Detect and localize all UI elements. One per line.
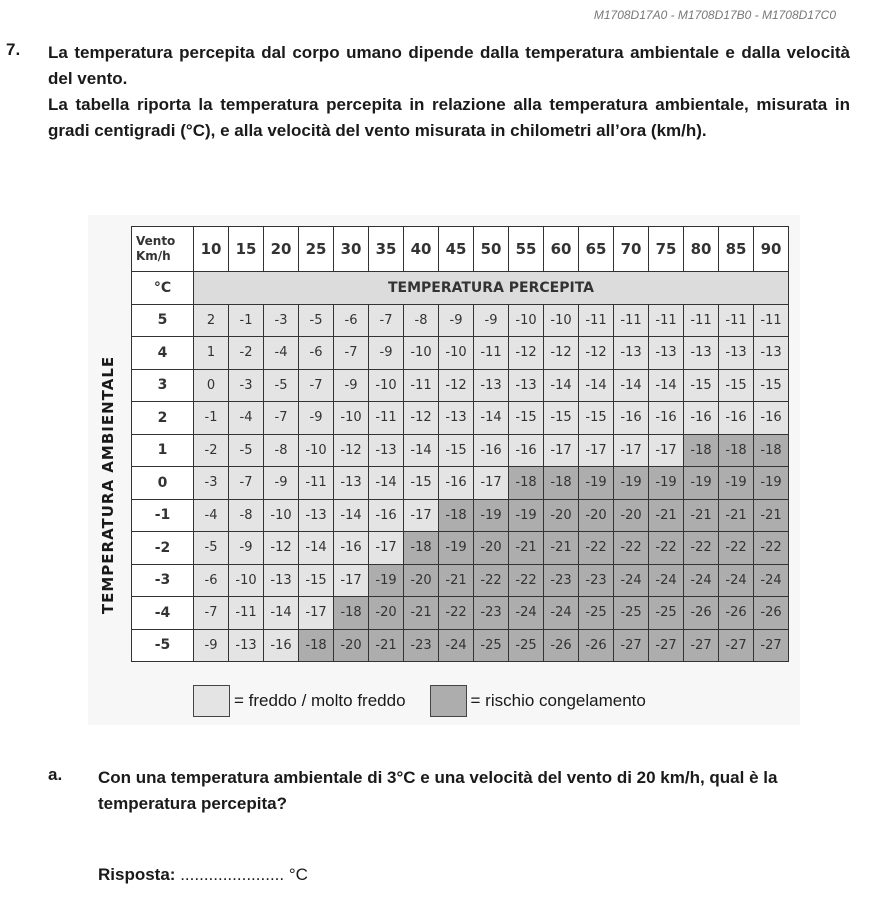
perceived-temperature-cell: -19 (649, 467, 684, 500)
perceived-temperature-cell: -13 (649, 337, 684, 370)
perceived-temperature-cell: -22 (474, 564, 509, 597)
wind-speed-header: 75 (649, 227, 684, 272)
perceived-temperature-cell: -24 (649, 564, 684, 597)
perceived-temperature-cell: -13 (299, 499, 334, 532)
wind-speed-header: 60 (544, 227, 579, 272)
perceived-temperature-cell: -17 (404, 499, 439, 532)
perceived-temperature-cell: -17 (474, 467, 509, 500)
perceived-temperature-cell: -22 (684, 532, 719, 565)
perceived-temperature-cell: -9 (194, 629, 229, 662)
table-row (132, 467, 789, 500)
perceived-temperature-cell: -15 (439, 434, 474, 467)
ambient-temperature: 4 (132, 337, 194, 370)
perceived-temperature-cell: -12 (579, 337, 614, 370)
perceived-temperature-cell: -20 (474, 532, 509, 565)
perceived-temperature-cell: -8 (264, 434, 299, 467)
perceived-temperature-cell: -27 (614, 629, 649, 662)
corner-header: Vento Km/h (132, 227, 194, 272)
perceived-temperature-cell: -17 (614, 434, 649, 467)
perceived-temperature-cell: -15 (299, 564, 334, 597)
perceived-temperature-cell: -17 (334, 564, 369, 597)
wind-speed-header: 30 (334, 227, 369, 272)
perceived-temperature-cell: -4 (264, 337, 299, 370)
perceived-temperature-cell: -2 (229, 337, 264, 370)
legend-swatch-cold (193, 685, 230, 717)
perceived-temperature-cell: -19 (369, 564, 404, 597)
perceived-temperature-cell: -17 (544, 434, 579, 467)
perceived-temperature-cell: -3 (194, 467, 229, 500)
perceived-temperature-cell: -21 (684, 499, 719, 532)
perceived-temperature-cell: -10 (334, 402, 369, 435)
perceived-temperature-cell: -18 (299, 629, 334, 662)
perceived-temperature-cell: -25 (649, 597, 684, 630)
perceived-temperature-cell: 2 (194, 304, 229, 337)
perceived-temperature-cell: -10 (404, 337, 439, 370)
perceived-temperature-cell: -21 (404, 597, 439, 630)
table-row (132, 564, 789, 597)
perceived-temperature-cell: -6 (194, 564, 229, 597)
table-row (132, 499, 789, 532)
perceived-temperature-cell: -26 (719, 597, 754, 630)
ambient-temperature: 5 (132, 304, 194, 337)
question-intro: La temperatura percepita dal corpo umano dipende dalla temperatura ambientale e dalla velocità del vento. (48, 43, 850, 88)
perceived-temperature-cell: -10 (439, 337, 474, 370)
perceived-temperature-cell: -22 (614, 532, 649, 565)
question-text (48, 40, 850, 144)
perceived-temperature-cell: -11 (369, 402, 404, 435)
perceived-temperature-cell: -24 (544, 597, 579, 630)
perceived-temperature-cell: -13 (439, 402, 474, 435)
perceived-temperature-cell: -15 (684, 369, 719, 402)
perceived-temperature-cell: -7 (194, 597, 229, 630)
perceived-temperature-cell: -12 (264, 532, 299, 565)
perceived-temperature-cell: -11 (299, 467, 334, 500)
perceived-temperature-cell: -25 (579, 597, 614, 630)
perceived-temperature-cell: -21 (754, 499, 789, 532)
answer-label: Risposta: (98, 865, 176, 884)
perceived-temperature-cell: -27 (684, 629, 719, 662)
perceived-temperature-cell: -12 (544, 337, 579, 370)
wind-speed-header: 25 (299, 227, 334, 272)
perceived-temperature-cell: -20 (614, 499, 649, 532)
perceived-temperature-cell: -7 (299, 369, 334, 402)
perceived-temperature-cell: -16 (754, 402, 789, 435)
perceived-temperature-cell: -26 (684, 597, 719, 630)
perceived-temperature-cell: -20 (334, 629, 369, 662)
perceived-temperature-cell: -19 (474, 499, 509, 532)
perceived-temperature-cell: -21 (369, 629, 404, 662)
question-description: La tabella riporta la temperatura percepita in relazione alla temperatura ambientale, misurata in gradi centigradi (°C), e alla velocità del vento misurata in chilometri all’ora (km/h). (48, 95, 850, 140)
perceived-temperature-cell: -14 (264, 597, 299, 630)
perceived-temperature-cell: -25 (474, 629, 509, 662)
perceived-temperature-cell: -22 (509, 564, 544, 597)
ambient-temperature: 0 (132, 467, 194, 500)
unit-header: °C (132, 272, 194, 305)
perceived-temperature-cell: -18 (509, 467, 544, 500)
perceived-temperature-cell: -11 (579, 304, 614, 337)
perceived-temperature-cell: -18 (719, 434, 754, 467)
perceived-temperature-cell: -19 (614, 467, 649, 500)
perceived-temperature-cell: -16 (474, 434, 509, 467)
ambient-temperature: 2 (132, 402, 194, 435)
perceived-temperature-cell: -14 (299, 532, 334, 565)
perceived-temperature-header: TEMPERATURA PERCEPITA (194, 272, 789, 305)
perceived-temperature-cell: -23 (474, 597, 509, 630)
wind-speed-header: 35 (369, 227, 404, 272)
perceived-temperature-cell: -21 (439, 564, 474, 597)
perceived-temperature-cell: -14 (369, 467, 404, 500)
perceived-temperature-cell: -18 (544, 467, 579, 500)
perceived-temperature-cell: -16 (649, 402, 684, 435)
perceived-temperature-cell: -27 (649, 629, 684, 662)
perceived-temperature-cell: -21 (544, 532, 579, 565)
perceived-temperature-cell: -16 (719, 402, 754, 435)
legend (193, 685, 646, 717)
perceived-temperature-cell: -5 (299, 304, 334, 337)
ambient-temperature: -1 (132, 499, 194, 532)
perceived-temperature-cell: -4 (194, 499, 229, 532)
perceived-temperature-cell: -23 (544, 564, 579, 597)
perceived-temperature-cell: -15 (579, 402, 614, 435)
perceived-temperature-cell: -13 (229, 629, 264, 662)
perceived-temperature-cell: -24 (439, 629, 474, 662)
ambient-temperature: 3 (132, 369, 194, 402)
table-row (132, 337, 789, 370)
perceived-temperature-cell: -9 (299, 402, 334, 435)
perceived-temperature-cell: -7 (229, 467, 264, 500)
ambient-temperature: -5 (132, 629, 194, 662)
perceived-temperature-cell: -12 (404, 402, 439, 435)
perceived-temperature-cell: -20 (544, 499, 579, 532)
perceived-temperature-cell: -16 (369, 499, 404, 532)
perceived-temperature-cell: -9 (264, 467, 299, 500)
legend-label-cold: = freddo / molto freddo (234, 691, 406, 710)
side-axis-label: TEMPERATURA AMBIENTALE (99, 355, 118, 615)
wind-speed-header: 90 (754, 227, 789, 272)
perceived-temperature-cell: -25 (614, 597, 649, 630)
perceived-temperature-cell: -6 (334, 304, 369, 337)
perceived-temperature-cell: -14 (404, 434, 439, 467)
perceived-temperature-cell: -23 (579, 564, 614, 597)
perceived-temperature-cell: -22 (439, 597, 474, 630)
perceived-temperature-cell: -9 (369, 337, 404, 370)
perceived-temperature-cell: -23 (404, 629, 439, 662)
perceived-temperature-cell: -11 (474, 337, 509, 370)
perceived-temperature-cell: -17 (579, 434, 614, 467)
perceived-temperature-cell: 1 (194, 337, 229, 370)
perceived-temperature-cell: -13 (754, 337, 789, 370)
wind-speed-header: 70 (614, 227, 649, 272)
perceived-temperature-cell: -8 (229, 499, 264, 532)
perceived-temperature-cell: -12 (509, 337, 544, 370)
perceived-temperature-cell: -11 (719, 304, 754, 337)
perceived-temperature-cell: -14 (579, 369, 614, 402)
perceived-temperature-cell: -5 (229, 434, 264, 467)
perceived-temperature-cell: -16 (264, 629, 299, 662)
table-row (132, 629, 789, 662)
perceived-temperature-cell: -14 (544, 369, 579, 402)
perceived-temperature-cell: -9 (229, 532, 264, 565)
wind-speed-header: 10 (194, 227, 229, 272)
perceived-temperature-cell: -5 (194, 532, 229, 565)
perceived-temperature-cell: -10 (229, 564, 264, 597)
perceived-temperature-cell: -7 (369, 304, 404, 337)
question-number: 7. (6, 40, 21, 59)
perceived-temperature-cell: -18 (754, 434, 789, 467)
perceived-temperature-cell: -25 (509, 629, 544, 662)
perceived-temperature-cell: -13 (509, 369, 544, 402)
perceived-temperature-cell: -18 (439, 499, 474, 532)
legend-swatch-risk (430, 685, 467, 717)
perceived-temperature-cell: -9 (334, 369, 369, 402)
perceived-temperature-cell: -22 (754, 532, 789, 565)
perceived-temperature-cell: -20 (579, 499, 614, 532)
table-row (132, 402, 789, 435)
perceived-temperature-cell: -22 (579, 532, 614, 565)
perceived-temperature-cell: -24 (614, 564, 649, 597)
ambient-temperature: 1 (132, 434, 194, 467)
perceived-temperature-cell: -13 (684, 337, 719, 370)
legend-label-risk: = rischio congelamento (470, 691, 646, 710)
perceived-temperature-cell: -13 (369, 434, 404, 467)
perceived-temperature-cell: -10 (299, 434, 334, 467)
perceived-temperature-cell: -18 (684, 434, 719, 467)
perceived-temperature-cell: -11 (684, 304, 719, 337)
perceived-temperature-cell: -24 (684, 564, 719, 597)
perceived-temperature-cell: -17 (369, 532, 404, 565)
perceived-temperature-cell: -10 (544, 304, 579, 337)
perceived-temperature-cell: -16 (614, 402, 649, 435)
perceived-temperature-cell: -13 (264, 564, 299, 597)
perceived-temperature-cell: -18 (404, 532, 439, 565)
wind-chill-table (131, 226, 789, 662)
perceived-temperature-cell: -7 (334, 337, 369, 370)
subquestion-text: Con una temperatura ambientale di 3°C e una velocità del vento di 20 km/h, qual è la temperatura percepita? (98, 768, 778, 813)
perceived-temperature-cell: -17 (299, 597, 334, 630)
perceived-temperature-cell: -7 (264, 402, 299, 435)
perceived-temperature-cell: -19 (509, 499, 544, 532)
wind-speed-header: 65 (579, 227, 614, 272)
perceived-temperature-cell: -15 (754, 369, 789, 402)
perceived-temperature-cell: -24 (754, 564, 789, 597)
perceived-temperature-cell: -15 (509, 402, 544, 435)
perceived-temperature-cell: -2 (194, 434, 229, 467)
perceived-temperature-cell: -4 (229, 402, 264, 435)
perceived-temperature-cell: -18 (334, 597, 369, 630)
ambient-temperature: -4 (132, 597, 194, 630)
perceived-temperature-cell: -20 (404, 564, 439, 597)
perceived-temperature-cell: -5 (264, 369, 299, 402)
perceived-temperature-cell: -10 (264, 499, 299, 532)
perceived-temperature-cell: -16 (509, 434, 544, 467)
ambient-temperature: -3 (132, 564, 194, 597)
perceived-temperature-cell: -20 (369, 597, 404, 630)
perceived-temperature-cell: -3 (264, 304, 299, 337)
perceived-temperature-cell: -21 (719, 499, 754, 532)
perceived-temperature-cell: -14 (649, 369, 684, 402)
perceived-temperature-cell: -16 (684, 402, 719, 435)
perceived-temperature-cell: -21 (649, 499, 684, 532)
perceived-temperature-cell: -16 (439, 467, 474, 500)
perceived-temperature-cell: -19 (579, 467, 614, 500)
perceived-temperature-cell: -14 (474, 402, 509, 435)
subquestion-label: a. (48, 765, 63, 784)
perceived-temperature-cell: -15 (404, 467, 439, 500)
perceived-temperature-cell: -14 (334, 499, 369, 532)
table-row (132, 304, 789, 337)
perceived-temperature-cell: -14 (614, 369, 649, 402)
wind-speed-header: 15 (229, 227, 264, 272)
perceived-temperature-cell: -3 (229, 369, 264, 402)
wind-speed-header: 55 (509, 227, 544, 272)
perceived-temperature-cell: -24 (719, 564, 754, 597)
table-row (132, 532, 789, 565)
perceived-temperature-cell: -11 (649, 304, 684, 337)
perceived-temperature-cell: -13 (474, 369, 509, 402)
perceived-temperature-cell: -27 (754, 629, 789, 662)
answer-line (98, 865, 308, 885)
perceived-temperature-cell: -6 (299, 337, 334, 370)
perceived-temperature-cell: -19 (684, 467, 719, 500)
perceived-temperature-cell: -9 (474, 304, 509, 337)
perceived-temperature-cell: -11 (614, 304, 649, 337)
wind-speed-header: 80 (684, 227, 719, 272)
perceived-temperature-cell: -19 (754, 467, 789, 500)
answer-blank[interactable]: ...................... (180, 865, 285, 884)
perceived-temperature-cell: -21 (509, 532, 544, 565)
perceived-temperature-cell: -13 (719, 337, 754, 370)
answer-unit: °C (288, 865, 308, 884)
perceived-temperature-cell: -13 (334, 467, 369, 500)
table-row (132, 597, 789, 630)
perceived-temperature-cell: -22 (719, 532, 754, 565)
perceived-temperature-cell: -11 (754, 304, 789, 337)
perceived-temperature-cell: -22 (649, 532, 684, 565)
perceived-temperature-cell: -17 (649, 434, 684, 467)
document-code: M1708D17A0 - M1708D17B0 - M1708D17C0 (593, 8, 836, 22)
perceived-temperature-cell: -11 (404, 369, 439, 402)
perceived-temperature-cell: -12 (439, 369, 474, 402)
perceived-temperature-cell: -26 (754, 597, 789, 630)
wind-speed-header: 40 (404, 227, 439, 272)
perceived-temperature-cell: -1 (194, 402, 229, 435)
table-row (132, 369, 789, 402)
perceived-temperature-cell: -8 (404, 304, 439, 337)
perceived-temperature-cell: -27 (719, 629, 754, 662)
perceived-temperature-cell: -11 (229, 597, 264, 630)
perceived-temperature-cell: -1 (229, 304, 264, 337)
perceived-temperature-cell: -13 (614, 337, 649, 370)
perceived-temperature-cell: -15 (544, 402, 579, 435)
wind-speed-header: 50 (474, 227, 509, 272)
wind-speed-header: 45 (439, 227, 474, 272)
wind-speed-header: 85 (719, 227, 754, 272)
perceived-temperature-cell: -19 (719, 467, 754, 500)
perceived-temperature-cell: -24 (509, 597, 544, 630)
wind-speed-header: 20 (264, 227, 299, 272)
perceived-temperature-cell: -19 (439, 532, 474, 565)
ambient-temperature: -2 (132, 532, 194, 565)
perceived-temperature-cell: -26 (544, 629, 579, 662)
perceived-temperature-cell: -16 (334, 532, 369, 565)
perceived-temperature-cell: -10 (369, 369, 404, 402)
perceived-temperature-cell: -26 (579, 629, 614, 662)
perceived-temperature-cell: 0 (194, 369, 229, 402)
perceived-temperature-cell: -10 (509, 304, 544, 337)
perceived-temperature-cell: -15 (719, 369, 754, 402)
table-row (132, 434, 789, 467)
perceived-temperature-cell: -9 (439, 304, 474, 337)
perceived-temperature-cell: -12 (334, 434, 369, 467)
